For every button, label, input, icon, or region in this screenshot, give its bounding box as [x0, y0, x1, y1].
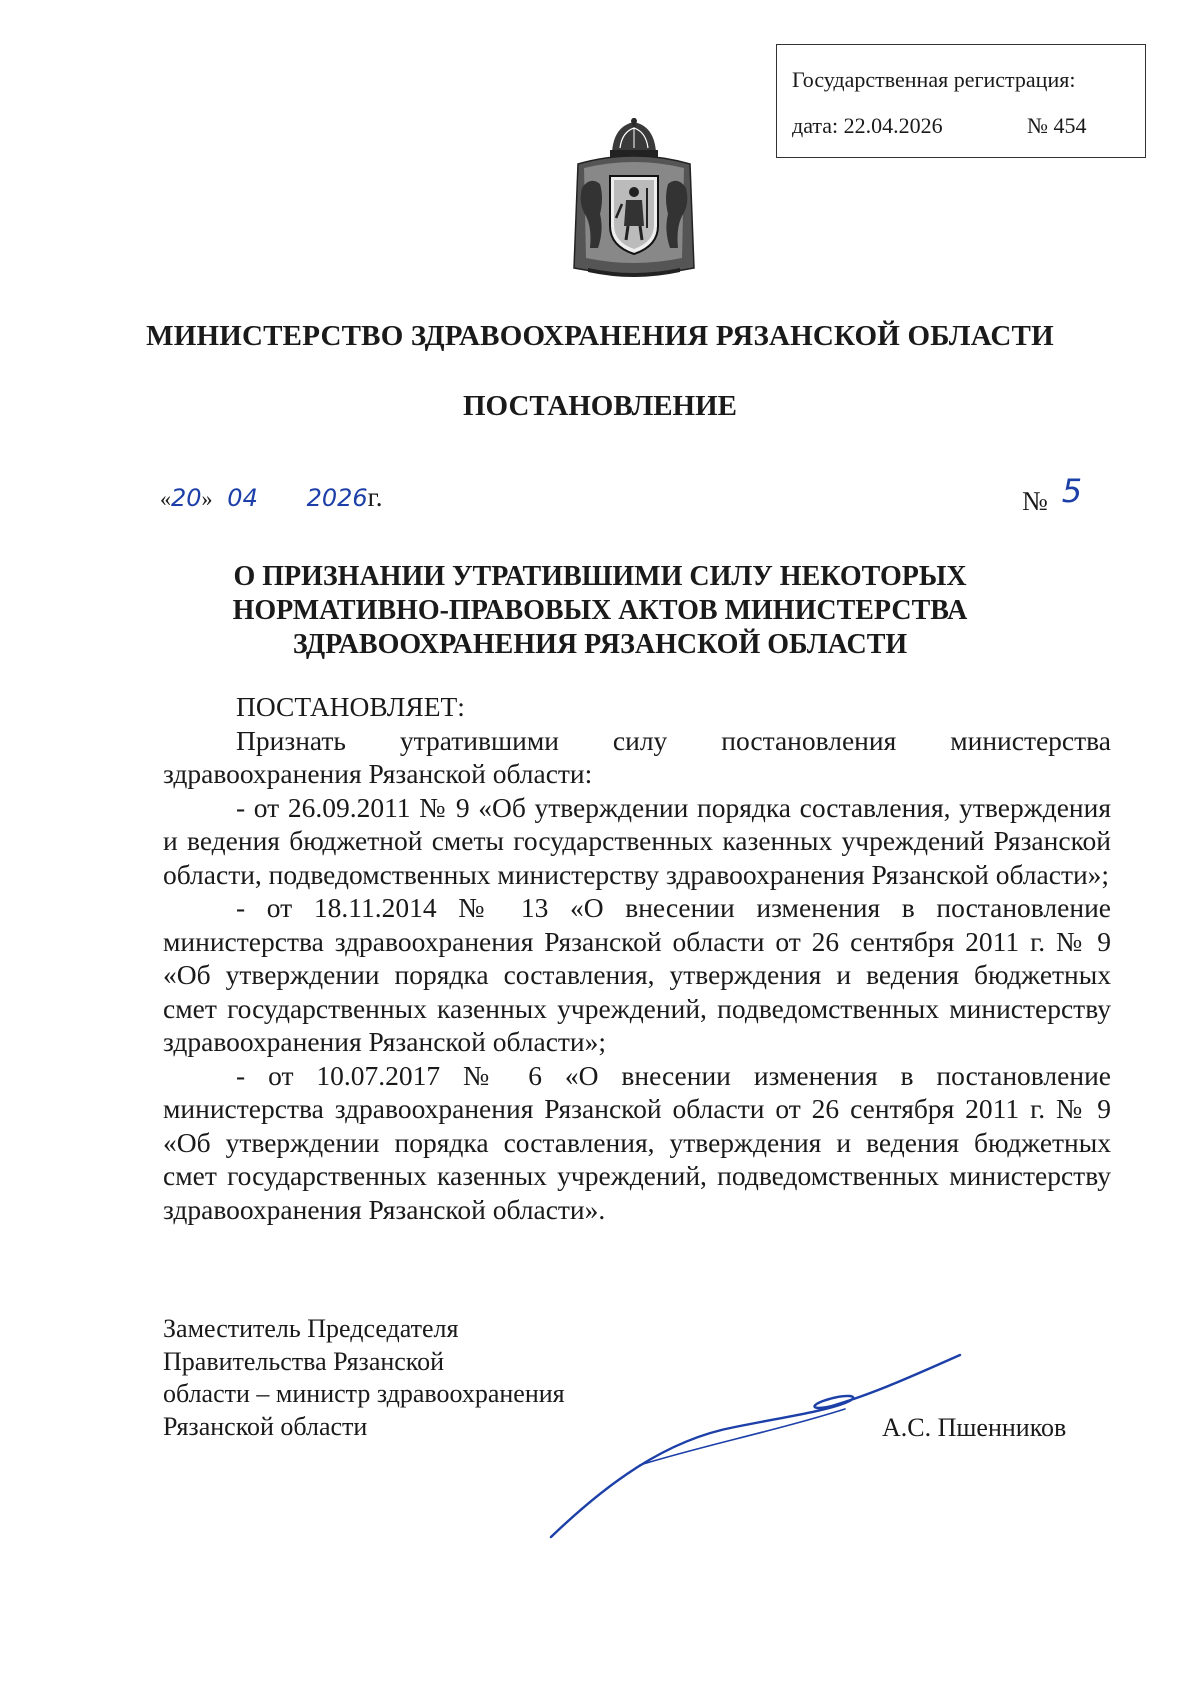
- document-body: [163, 690, 1111, 1226]
- document-number: [1022, 472, 1083, 518]
- registration-stamp: [776, 44, 1146, 158]
- date-year: 2026: [306, 484, 368, 512]
- date-day: 20: [171, 484, 202, 512]
- signer-position-line: Заместитель Председателя: [163, 1314, 459, 1343]
- ryazan-coat-of-arms-icon: [564, 118, 704, 280]
- ministry-name: МИНИСТЕРСТВО ЗДРАВООХРАНЕНИЯ РЯЗАНСКОЙ ОБЛАСТИ: [146, 320, 1054, 352]
- signer-position: [163, 1313, 565, 1443]
- handwritten-signature-icon: [545, 1345, 965, 1545]
- document-heading: [160, 560, 1040, 662]
- signer-name: А.С. Пшенников: [882, 1413, 1067, 1442]
- intro-paragraph: Признать утратившими силу постановления министерства здравоохранения Рязанской области:: [163, 724, 1111, 789]
- registration-number: № 454: [1027, 113, 1087, 138]
- signer-position-line: Рязанской области: [163, 1411, 368, 1441]
- registration-date: дата: 22.04.2026: [792, 113, 943, 138]
- list-item: - от 10.07.2017 № 6 «О внесении изменения в постановление министерства здравоохранения Рязанской области от 26 сентября 2011 г. № 9 «Об утверждении порядка составления, утверждения и ведения бюджетных смет государственных казенных учреждений, подведомственных министерству здравоохранения Рязанской области».: [163, 1059, 1111, 1225]
- decree-word: ПОСТАНОВЛЯЕТ:: [236, 691, 465, 722]
- heading-line: НОРМАТИВНО-ПРАВОВЫХ АКТОВ МИНИСТЕРСТВА: [232, 595, 968, 626]
- signer-position-line: Правительства Рязанской: [163, 1346, 445, 1376]
- heading-line: О ПРИЗНАНИИ УТРАТИВШИМИ СИЛУ НЕКОТОРЫХ: [233, 561, 967, 592]
- number-value: 5: [1061, 472, 1083, 510]
- list-item: - от 26.09.2011 № 9 «Об утверждении порядка составления, утверждения и ведения бюджетной сметы государственных казенных учреждений Рязанской области, подведомственных министерству здравоохранения Рязанской области»;: [163, 791, 1111, 890]
- signer-position-line: области – министр здравоохранения: [163, 1379, 565, 1408]
- registration-title: Государственная регистрация:: [792, 67, 1076, 92]
- document-type: ПОСТАНОВЛЕНИЕ: [462, 390, 737, 422]
- heading-line: ЗДРАВООХРАНЕНИЯ РЯЗАНСКОЙ ОБЛАСТИ: [292, 629, 908, 660]
- date-month: 04: [227, 484, 258, 512]
- number-label: №: [1022, 486, 1048, 516]
- list-item: - от 18.11.2014 № 13 «О внесении изменения в постановление министерства здравоохранения Рязанской области от 26 сентября 2011 г. № 9 «Об утверждении порядка составления, утверждения и ведения бюджетных смет государственных казенных учреждений, подведомственных министерству здравоохранения Рязанской области»;: [163, 892, 1111, 1057]
- document-date: «20» 04 2026г.: [160, 482, 383, 512]
- date-year-suffix: г.: [367, 482, 383, 512]
